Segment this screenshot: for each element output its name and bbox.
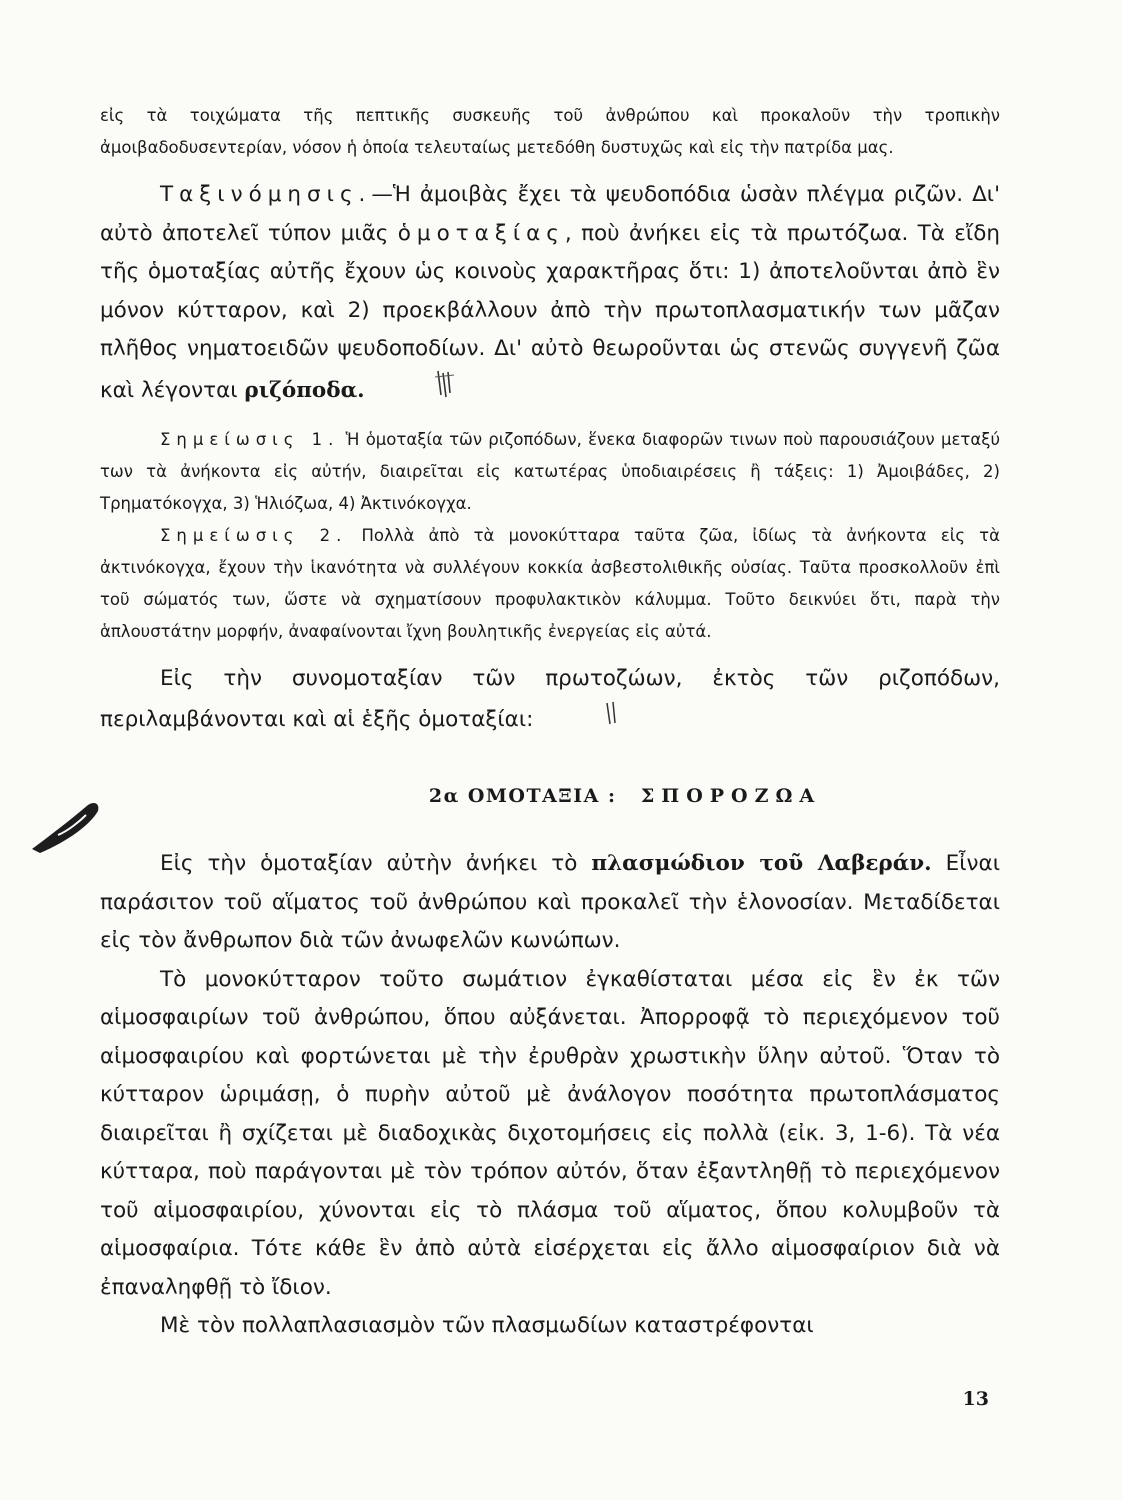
- heading-name: ΣΠΟΡΟΖΩΑ: [640, 785, 822, 807]
- classes-paragraph: [100, 660, 1000, 740]
- heading-prefix: 2α ΟΜΟΤΑΞΙΑ :: [428, 785, 617, 807]
- taxonomy-text-2: , ποὺ ἀνήκει εἰς τὰ πρωτόζωα. Τὰ εἴδη τῆς ὁμοταξίας αὐτῆς ἔχουν ὡς κοινοὺς χαρακτῆρας ὅτι: 1) ἀποτελοῦνται ἀπὸ ἓν μόνον κύτταρον, καὶ 2) προεκβάλλουν ἀπὸ τὴν πρωτοπλασματικήν των μᾶζαν πλῆθος νηματοειδῶν ψευδοποδίων. Δι' αὐτὸ θεωροῦνται ὡς στενῶς συγγενῆ ζῶα καὶ λέγονται: [100, 220, 1000, 403]
- plasmodium-bold-term: πλασμώδιον τοῦ Λαβεράν.: [591, 851, 932, 876]
- taxonomy-term: ὁμοταξίας: [397, 220, 565, 246]
- last-paragraph: Μὲ τὸν πολλαπλασιασμὸν τῶν πλασμωδίων καταστρέφονται: [160, 1313, 814, 1338]
- classes-text: Εἰς τὴν συνομοταξίαν τῶν πρωτοζώων, ἐκτὸς τῶν ριζοπόδων, περιλαμβάνονται καὶ αἱ ἑξῆς ὁμοταξίαι:: [100, 666, 1000, 732]
- page-body: [100, 100, 1000, 1346]
- intro-paragraph: εἰς τὰ τοιχώματα τῆς πεπτικῆς συσκευῆς τοῦ ἀνθρώπου καὶ προκαλοῦν τὴν τροπικὴν ἀμοιβαδοδυσεντερίαν, νόσον ἡ ὁποία τελευταίως μετεδόθη δυστυχῶς καὶ εἰς τὴν πατρίδα μας.: [100, 106, 1000, 157]
- section-heading: [100, 785, 1000, 807]
- taxonomy-lead: Ταξινόμησις.: [160, 182, 372, 207]
- note-2: [100, 520, 1000, 648]
- ink-smudge-icon: [28, 797, 108, 862]
- plasmodium-text-2: Εἶναι παράσιτον τοῦ αἵματος τοῦ ἀνθρώπου καὶ προκαλεῖ τὴν ἑλονοσίαν. Μεταδίδεται εἰς τὸν ἄνθρωπον διὰ τῶν ἀνωφελῶν κωνώπων.: [100, 851, 1001, 953]
- pencil-mark-icon: [372, 369, 458, 413]
- plasmodium-text-1: Εἰς τὴν ὁμοταξίαν αὐτὴν ἀνήκει τὸ: [160, 851, 592, 876]
- taxonomy-bold-term: ριζόποδα.: [244, 377, 365, 403]
- note-2-lead: Σημείωσις 2.: [160, 526, 348, 545]
- note-1: [100, 424, 1000, 520]
- taxonomy-text-1: —Ἡ ἀμοιβὰς ἔχει τὰ ψευδοπόδια ὡσὰν πλέγμα ριζῶν. Δι' αὐτὸ ἀποτελεῖ τύπον μιᾶς: [100, 182, 1000, 246]
- note-2-text: Πολλὰ ἀπὸ τὰ μονοκύτταρα ταῦτα ζῶα, ἰδίως τὰ ἀνήκοντα εἰς τὰ ἀκτινόκογχα, ἔχουν τὴν ἱκανότητα νὰ συλλέγουν κοκκία ἀσβεστολιθικῆς οὐσίας. Ταῦτα προσκολλοῦν ἐπὶ τοῦ σώματός των, ὥστε νὰ σχηματίσουν προφυλακτικὸν κάλυμμα. Τοῦτο δεικνύει ὅτι, παρὰ τὴν ἁπλουστάτην μορφήν, ἀναφαίνονται ἴχνη βουλητικῆς ἐνεργείας εἰς αὐτά.: [100, 526, 1000, 641]
- pencil-mark-icon: [540, 699, 622, 741]
- page-number: 13: [962, 1388, 989, 1410]
- cell-paragraph: Τὸ μονοκύτταρον τοῦτο σωμάτιον ἐγκαθίσταται μέσα εἰς ἓν ἐκ τῶν αἱμοσφαιρίων τοῦ ἀνθρώπου, ὅπου αὐξάνεται. Ἀπορροφᾷ τὸ περιεχόμενον τοῦ αἱμοσφαιρίου καὶ φορτώνεται μὲ τὴν ἐρυθρὰν χρωστικὴν ὕλην αὐτοῦ. Ὅταν τὸ κύτταρον ὡριμάσῃ, ὁ πυρὴν αὐτοῦ μὲ ἀνάλογον ποσότητα πρωτοπλάσματος διαιρεῖται ἢ σχίζεται μὲ διαδοχικὰς διχοτομήσεις εἰς πολλὰ (εἰκ. 3, 1-6). Τὰ νέα κύτταρα, ποὺ παράγονται μὲ τὸν τρόπον αὐτόν, ὅταν ἐξαντληθῇ τὸ περιεχόμενον τοῦ αἱμοσφαιρίου, χύνονται εἰς τὸ πλάσμα τοῦ αἵματος, ὅπου κολυμβοῦν τὰ αἱμοσφαίρια. Τότε κάθε ἓν ἀπὸ αὐτὰ εἰσέρχεται εἰς ἄλλο αἱμοσφαίριον διὰ νὰ ἐπαναληφθῇ τὸ ἴδιον.: [100, 966, 1000, 1300]
- taxonomy-paragraph: [100, 176, 1000, 412]
- note-1-lead: Σημείωσις 1.: [160, 430, 340, 449]
- note-1-text: Ἡ ὁμοταξία τῶν ριζοπόδων, ἕνεκα διαφορῶν τινων ποὺ παρουσιάζουν μεταξύ των τὰ ἀνήκοντα εἰς αὐτήν, διαιρεῖται εἰς κατωτέρας ὑποδιαιρέσεις ἢ τάξεις: 1) Ἀμοιβάδες, 2) Τρηματόκογχα, 3) Ἡλιόζωα, 4) Ἀκτινόκογχα.: [100, 430, 1000, 513]
- plasmodium-paragraph: [100, 845, 1000, 961]
